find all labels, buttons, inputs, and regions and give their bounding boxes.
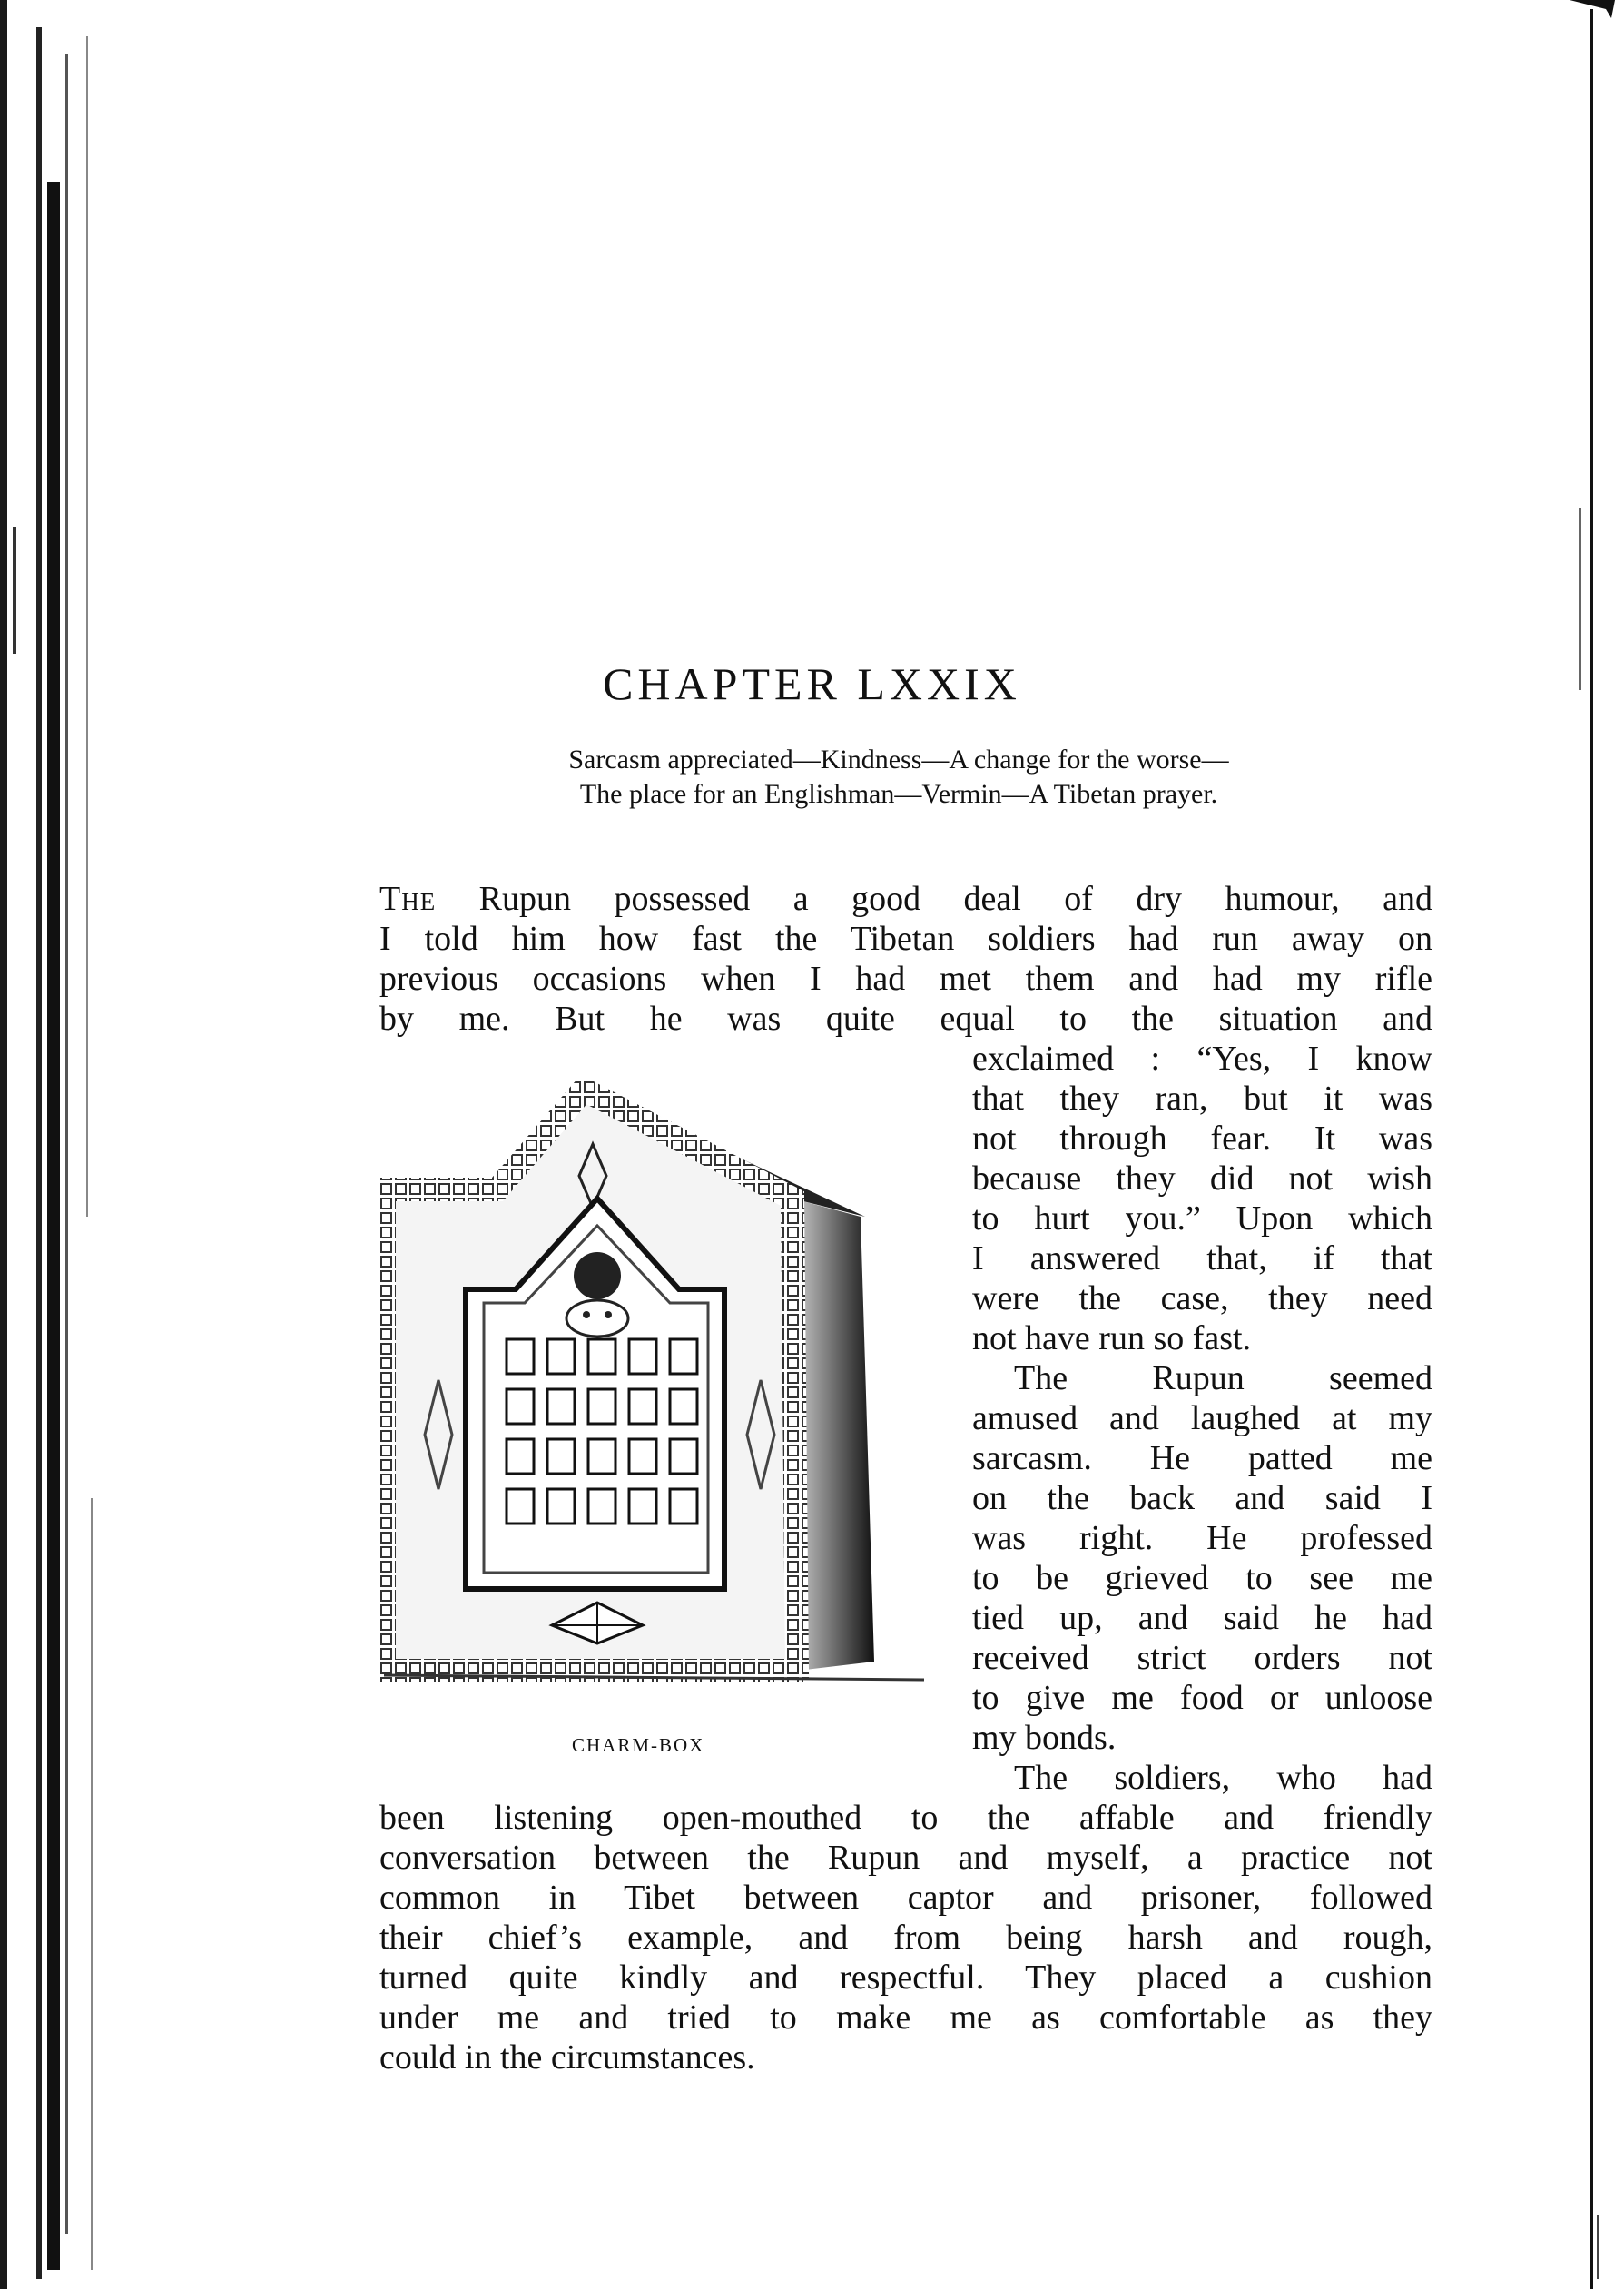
text-line: common in Tibet between captor and prisoner, followed: [379, 1879, 1432, 1917]
text-line: on the back and said I: [972, 1479, 1432, 1517]
text-line: were the case, they need: [972, 1279, 1432, 1317]
text-line: not have run so fast.: [972, 1319, 1252, 1357]
summary-line: Sarcasm appreciated—Kindness—A change for the worse—: [568, 745, 1229, 775]
chapter-title: CHAPTER LXXIX: [603, 657, 1021, 709]
text-line: to give me food or unloose: [972, 1679, 1432, 1717]
text-line: conversation between the Rupun and myself, a practice not: [379, 1839, 1432, 1877]
text-line: their chief’s example, and from being harsh and rough,: [379, 1919, 1432, 1957]
text-line: was right. He professed: [972, 1519, 1432, 1557]
text-line: to hurt you.” Upon which: [972, 1199, 1432, 1238]
text-line: tied up, and said he had: [972, 1599, 1432, 1637]
chapter-summary: [0, 743, 1624, 812]
text-line: could in the circumstances.: [379, 2038, 755, 2077]
text-line: because they did not wish: [972, 1159, 1432, 1198]
text-line: amused and laughed at my: [972, 1399, 1432, 1437]
drop-word: The: [379, 880, 437, 918]
charm-box-illustration: [379, 1080, 935, 1698]
text-line: The Rupun possessed a good deal of dry humour, and: [379, 880, 1432, 918]
text-line: turned quite kindly and respectful. They placed a cushion: [379, 1958, 1432, 1997]
text-line: not through fear. It was: [972, 1120, 1432, 1158]
summary-line: The place for an Englishman—Vermin—A Tibetan prayer.: [579, 779, 1218, 809]
text-line: I told him how fast the Tibetan soldiers had run away on: [379, 920, 1432, 958]
text-line: I answered that, if that: [972, 1239, 1432, 1278]
text-line: The Rupun seemed: [1014, 1359, 1432, 1397]
paragraph-top: [379, 879, 1432, 1039]
text-line: to be grieved to see me: [972, 1559, 1432, 1597]
text-line: received strict orders not: [972, 1639, 1432, 1677]
figure-caption: CHARM-BOX: [572, 1734, 705, 1756]
right-page-edge: [1570, 0, 1624, 2289]
text-line: my bonds.: [972, 1719, 1117, 1757]
text-line: previous occasions when I had met them and had my rifle: [379, 960, 1432, 998]
text-line: by me. But he was quite equal to the situation and: [379, 1000, 1432, 1038]
text-line: The soldiers, who had: [1014, 1759, 1432, 1797]
left-binding-edge: [0, 0, 109, 2289]
paragraph-bottom: [379, 1798, 1432, 2077]
text-line: under me and tried to make me as comfortable as they: [379, 1998, 1432, 2037]
text-line: sarcasm. He patted me: [972, 1439, 1432, 1477]
text-line: exclaimed : “Yes, I know: [972, 1040, 1432, 1078]
text-line: that they ran, but it was: [972, 1080, 1432, 1118]
text-line: been listening open-mouthed to the affable and friendly: [379, 1799, 1432, 1837]
paragraph-column: [972, 1039, 1432, 1798]
